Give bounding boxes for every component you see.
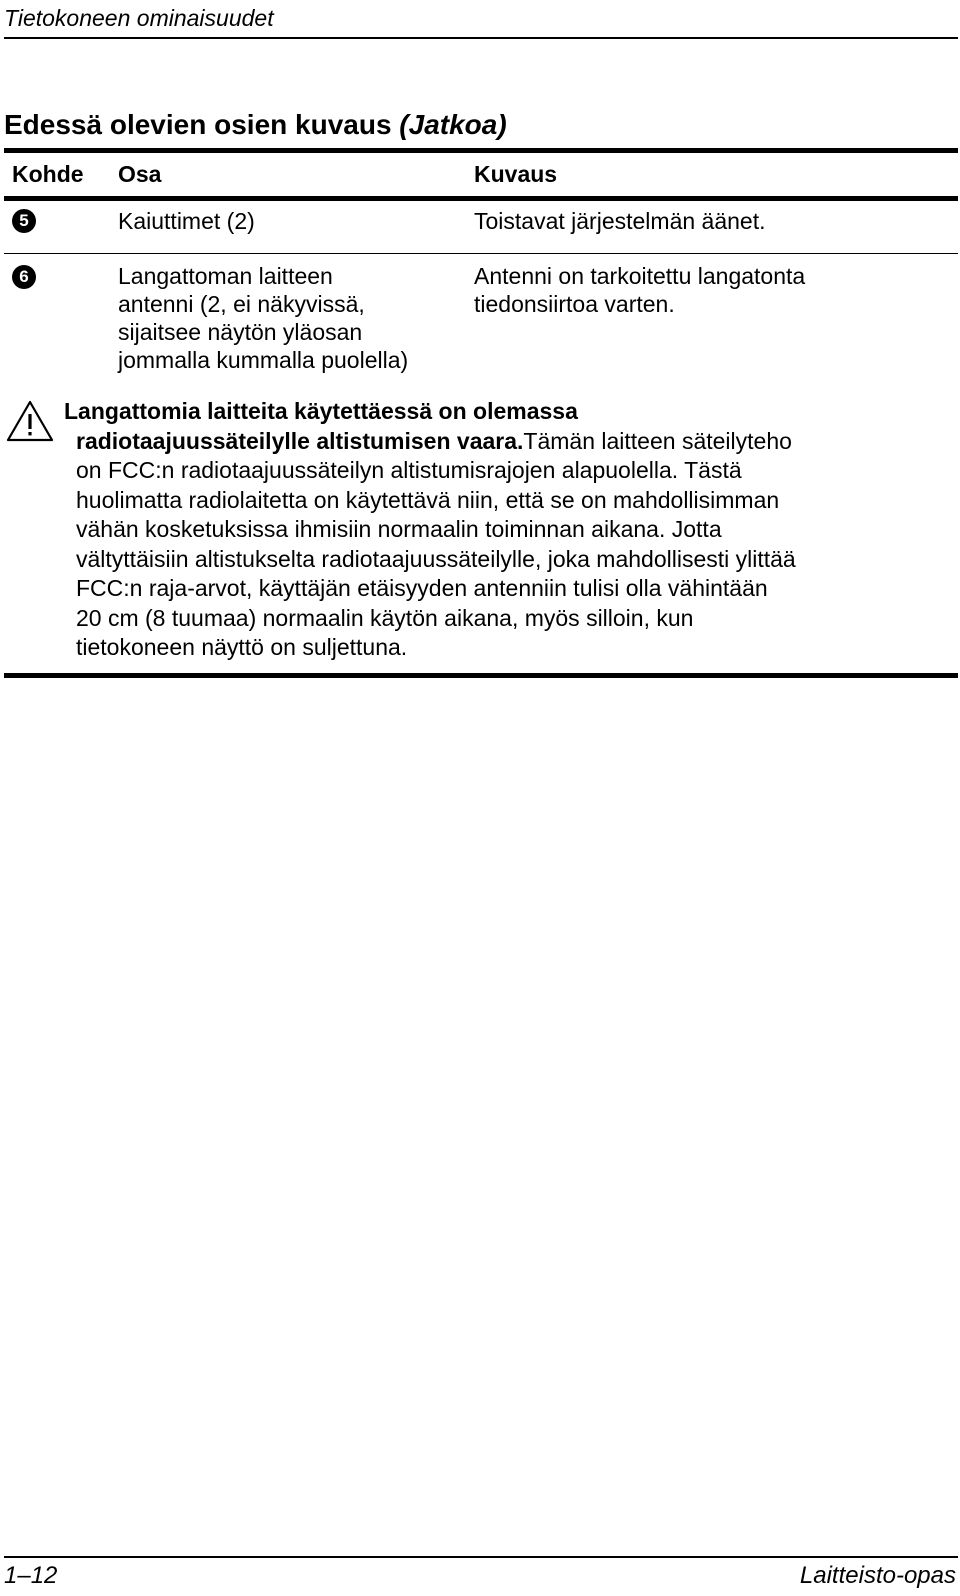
table-title	[4, 108, 507, 142]
row-1-description: Toistavat järjestelmän äänet.	[474, 208, 766, 234]
row-2-part	[118, 262, 408, 374]
warning-body-line: huolimatta radiolaitetta on käytettävä niin, että se on mahdollisimman	[76, 486, 780, 513]
warning-body-line: on FCC:n radiotaajuussäteilyn altistumisrajojen alapuolella. Tästä	[76, 457, 742, 483]
row-divider	[4, 253, 958, 254]
warning-body-start: Tämän laitteen säteilyteho	[523, 427, 792, 454]
warning-heading-continued: radiotaajuussäteilylle altistumisen vaara.	[76, 427, 524, 454]
warning-heading-line	[64, 397, 942, 427]
table-title-text: Edessä olevien osien kuvaus	[4, 109, 392, 140]
warning-heading-line	[76, 427, 942, 457]
row-2-part-line: sijaitsee näytön yläosan	[118, 319, 363, 345]
header-rule	[4, 37, 958, 39]
warning-body-line: tietokoneen näyttö on suljettuna.	[76, 634, 408, 660]
page-number: 1–12	[4, 1562, 58, 1589]
column-header-kohde: Kohde	[12, 161, 84, 187]
table-title-suffix: (Jatkoa)	[399, 109, 507, 140]
row-2-description	[474, 262, 805, 318]
table-top-rule	[4, 148, 958, 153]
row-2-description-line: tiedonsiirtoa varten.	[474, 291, 675, 317]
row-2-part-line: jommalla kummalla puolella)	[118, 347, 409, 373]
footer-rule	[4, 1556, 958, 1558]
callout-number-5: 5	[12, 209, 36, 233]
running-header: Tietokoneen ominaisuudet	[4, 5, 274, 31]
warning-body-line: 20 cm (8 tuumaa) normaalin käytön aikana, myös silloin, kun	[76, 604, 694, 631]
row-2-description-line: Antenni on tarkoitettu langatonta	[474, 263, 806, 289]
table-bottom-rule	[4, 673, 958, 678]
callout-number-6: 6	[12, 265, 36, 289]
warning-heading: Langattomia laitteita käytettäessä on olemassa	[64, 398, 578, 424]
warning-body-line: vähän kosketuksissa ihmisiin normaalin toiminnan aikana. Jotta	[76, 516, 722, 542]
warning-triangle-icon	[6, 400, 54, 442]
row-2-part-line: Langattoman laitteen	[118, 263, 333, 289]
warning-body-line: FCC:n raja-arvot, käyttäjän etäisyyden antenniin tulisi olla vähintään	[76, 575, 768, 601]
column-header-osa: Osa	[118, 161, 162, 187]
guide-name: Laitteisto-opas	[799, 1562, 956, 1589]
row-2-part-line: antenni (2, ei näkyvissä,	[118, 291, 365, 317]
warning-body-line: vältyttäisiin altistukselta radiotaajuussäteilylle, joka mahdollisesti ylittää	[76, 545, 796, 572]
column-header-kuvaus: Kuvaus	[474, 161, 558, 187]
table-header-rule	[4, 196, 958, 201]
warning-text	[64, 397, 942, 663]
row-1-part: Kaiuttimet (2)	[118, 208, 255, 234]
